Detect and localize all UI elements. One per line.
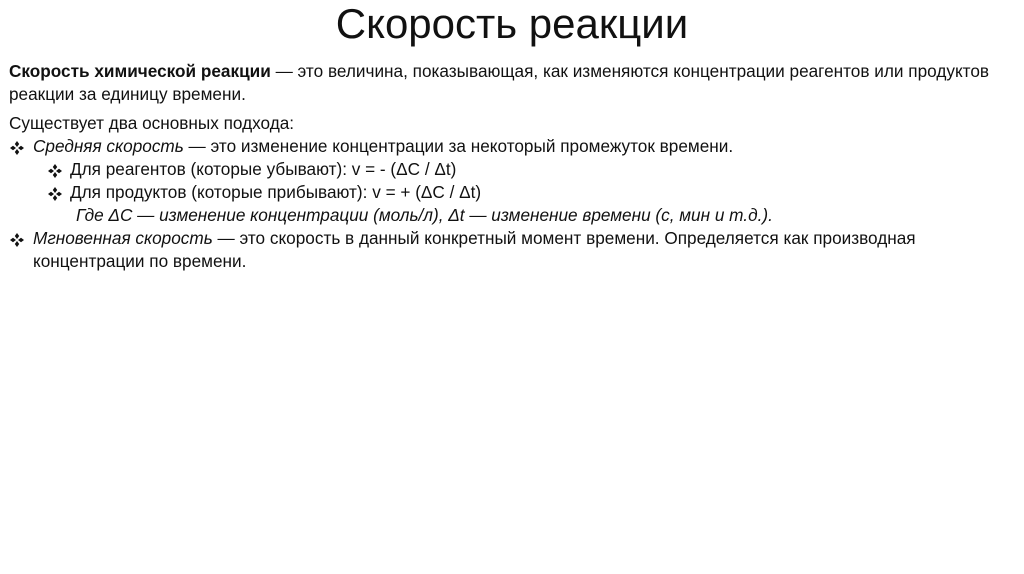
instant-speed-text (33, 227, 1013, 273)
diamond-bullet-icon (9, 135, 33, 158)
intro-text: Существует два основных подхода: (9, 113, 295, 133)
list-item-reagents (9, 158, 1013, 181)
formula-note (9, 204, 1013, 227)
definition-paragraph (9, 60, 1013, 106)
reagents-formula-text: Для реагентов (которые убывают): v = - (ΔС / Δt) (70, 159, 457, 179)
slide-title: Скорость реакции (335, 0, 689, 47)
average-speed-text (33, 135, 1013, 158)
list-item-average-speed (9, 135, 1013, 158)
average-speed-term: Средняя скорость (33, 136, 184, 156)
instant-speed-term: Мгновенная скорость (33, 228, 213, 248)
products-formula-text: Для продуктов (которые прибывают): v = + (ΔС / Δt) (70, 182, 482, 202)
list-item-instant-speed (9, 227, 1013, 273)
definition-text: — это величина, показывающая, как изменяются концентрации реагентов или продуктов реакции за единицу времени. (9, 61, 990, 104)
instant-speed-desc: — это скорость в данный конкретный момент времени. Определяется как производная концентрации по времени. (33, 228, 916, 271)
diamond-bullet-icon (9, 227, 33, 250)
slide-body (9, 60, 1013, 273)
definition-term: Скорость химической реакции (9, 61, 271, 81)
list-item-products (9, 181, 1013, 204)
formula-note-text: Где ΔС — изменение концентрации (моль/л), Δt — изменение времени (с, мин и т.д.). (76, 205, 773, 225)
diamond-bullet-icon (46, 158, 70, 181)
average-speed-desc: — это изменение концентрации за некоторый промежуток времени. (183, 136, 734, 156)
diamond-bullet-icon (46, 181, 70, 204)
